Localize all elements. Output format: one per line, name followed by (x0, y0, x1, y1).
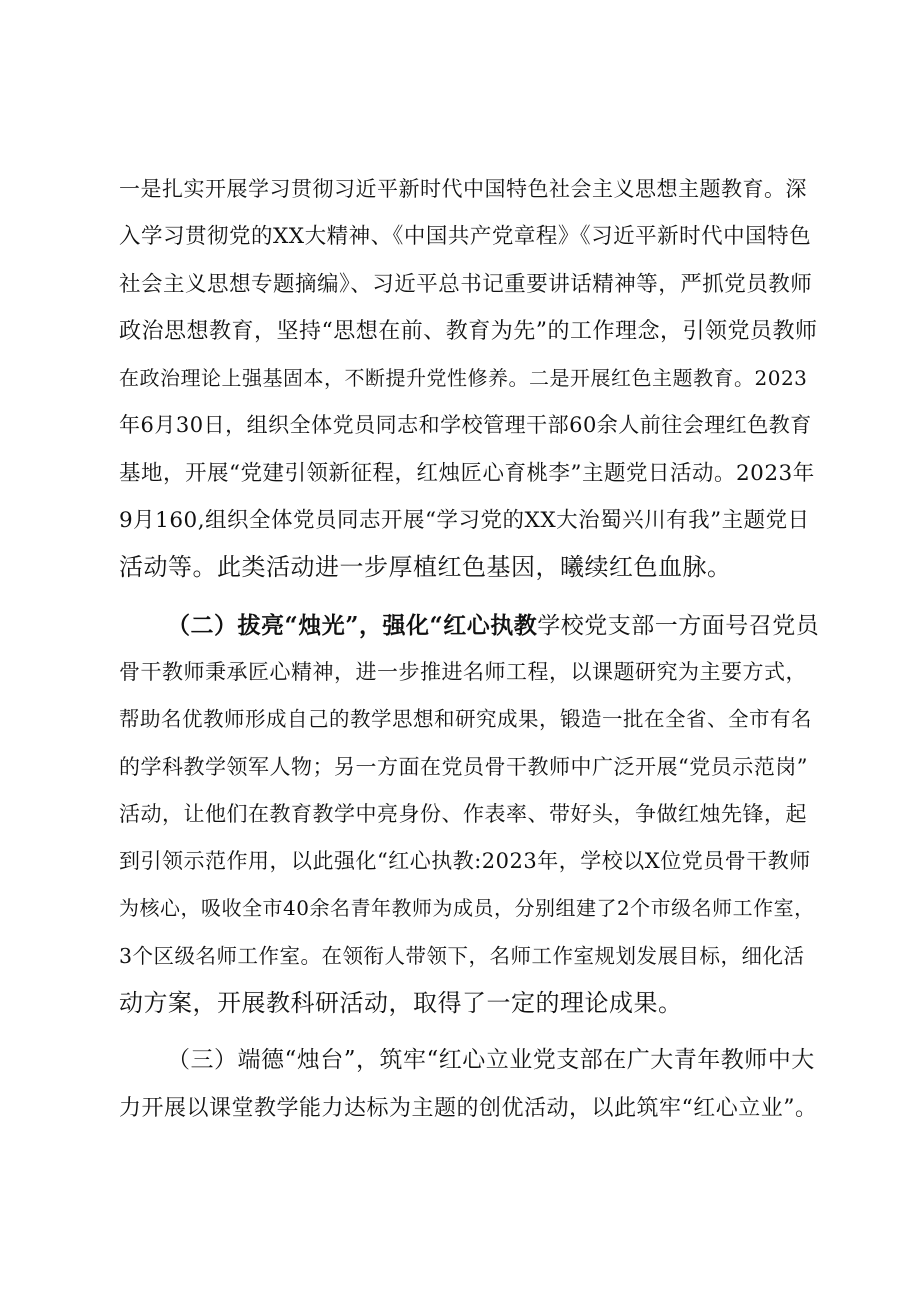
text-line: 基地，开展“党建引领新征程，红烛匠心育桃李”主题党日活动。2023年 (119, 460, 815, 486)
text-line: 到引领示范作用，以此强化“红心执教:2023年，学校以X位党员骨干教师 (119, 849, 811, 874)
text-line: 3个区级名师工作室。在领衔人带领下，名师工作室规划发展目标，细化活 (119, 943, 805, 968)
text-line: 的学科教学领军人物；另一方面在党员骨干教师中广泛开展“党员示范岗” (119, 754, 808, 779)
paragraph-gap (119, 1027, 819, 1037)
text-line: 年6月30日，组织全体党员同志和学校管理干部60余人前往会理红色教育 (119, 413, 812, 438)
text-line: 帮助名优教师形成自己的教学思想和研究成果，锻造一批在全省、全市有名 (119, 707, 812, 732)
text-line: 活动等。此类活动进一步厚植红色基因，曦续红色血脉。 (119, 553, 732, 582)
text-line: 在政治理论上强基固本，不断提升党性修养。二是开展红色主题教育。2023 (119, 366, 808, 391)
text-line: 骨干教师秉承匠心精神，进一步推进名师工程，以课题研究为主要方式， (119, 659, 807, 684)
text-line: 力开展以课堂教学能力达标为主题的创优活动，以此筑牢“红心立业”。 (119, 1095, 818, 1121)
paragraph-gap (119, 592, 819, 602)
text-line: 为核心，吸收全市40余名青年教师为成员，分别组建了2个市级名师工作室， (119, 896, 815, 921)
text-line: 活动，让他们在教育教学中亮身份、作表率、带好头，争做红烛先锋，起 (119, 801, 807, 826)
text-line: 社会主义思想专题摘编》、习近平总书记重要讲话精神等，严抓党员教师 (119, 271, 813, 297)
section-heading-2: （二）拔亮“烛光”，强化“红心执教 (167, 611, 538, 639)
text-line: 动方案，开展教科研活动，取得了一定的理论成果。 (119, 989, 683, 1018)
text-span: 学校党支部一方面号召党员 (537, 612, 820, 639)
text-line: 9月160,组织全体党员同志开展“学习党的XX大治蜀兴川有我”主题党日 (119, 508, 810, 534)
text-line: 一是扎实开展学习贯彻习近平新时代中国特色社会主义思想主题教育。深 (119, 177, 807, 201)
paragraph-2 (119, 602, 819, 1028)
paragraph-1 (119, 166, 819, 592)
text-line: （三）端德“烛台”，筑牢“红心立业党支部在广大青年教师中大 (167, 1047, 815, 1074)
text-line: 政治思想教育，坚持“思想在前、教育为先”的工作理念，引领党员教师 (119, 318, 818, 344)
text-line (119, 602, 819, 649)
document-page (119, 166, 819, 1132)
paragraph-3 (119, 1037, 819, 1132)
text-line: 入学习贯彻党的XX大精神、《中国共产党章程》《习近平新时代中国特色 (119, 224, 812, 250)
